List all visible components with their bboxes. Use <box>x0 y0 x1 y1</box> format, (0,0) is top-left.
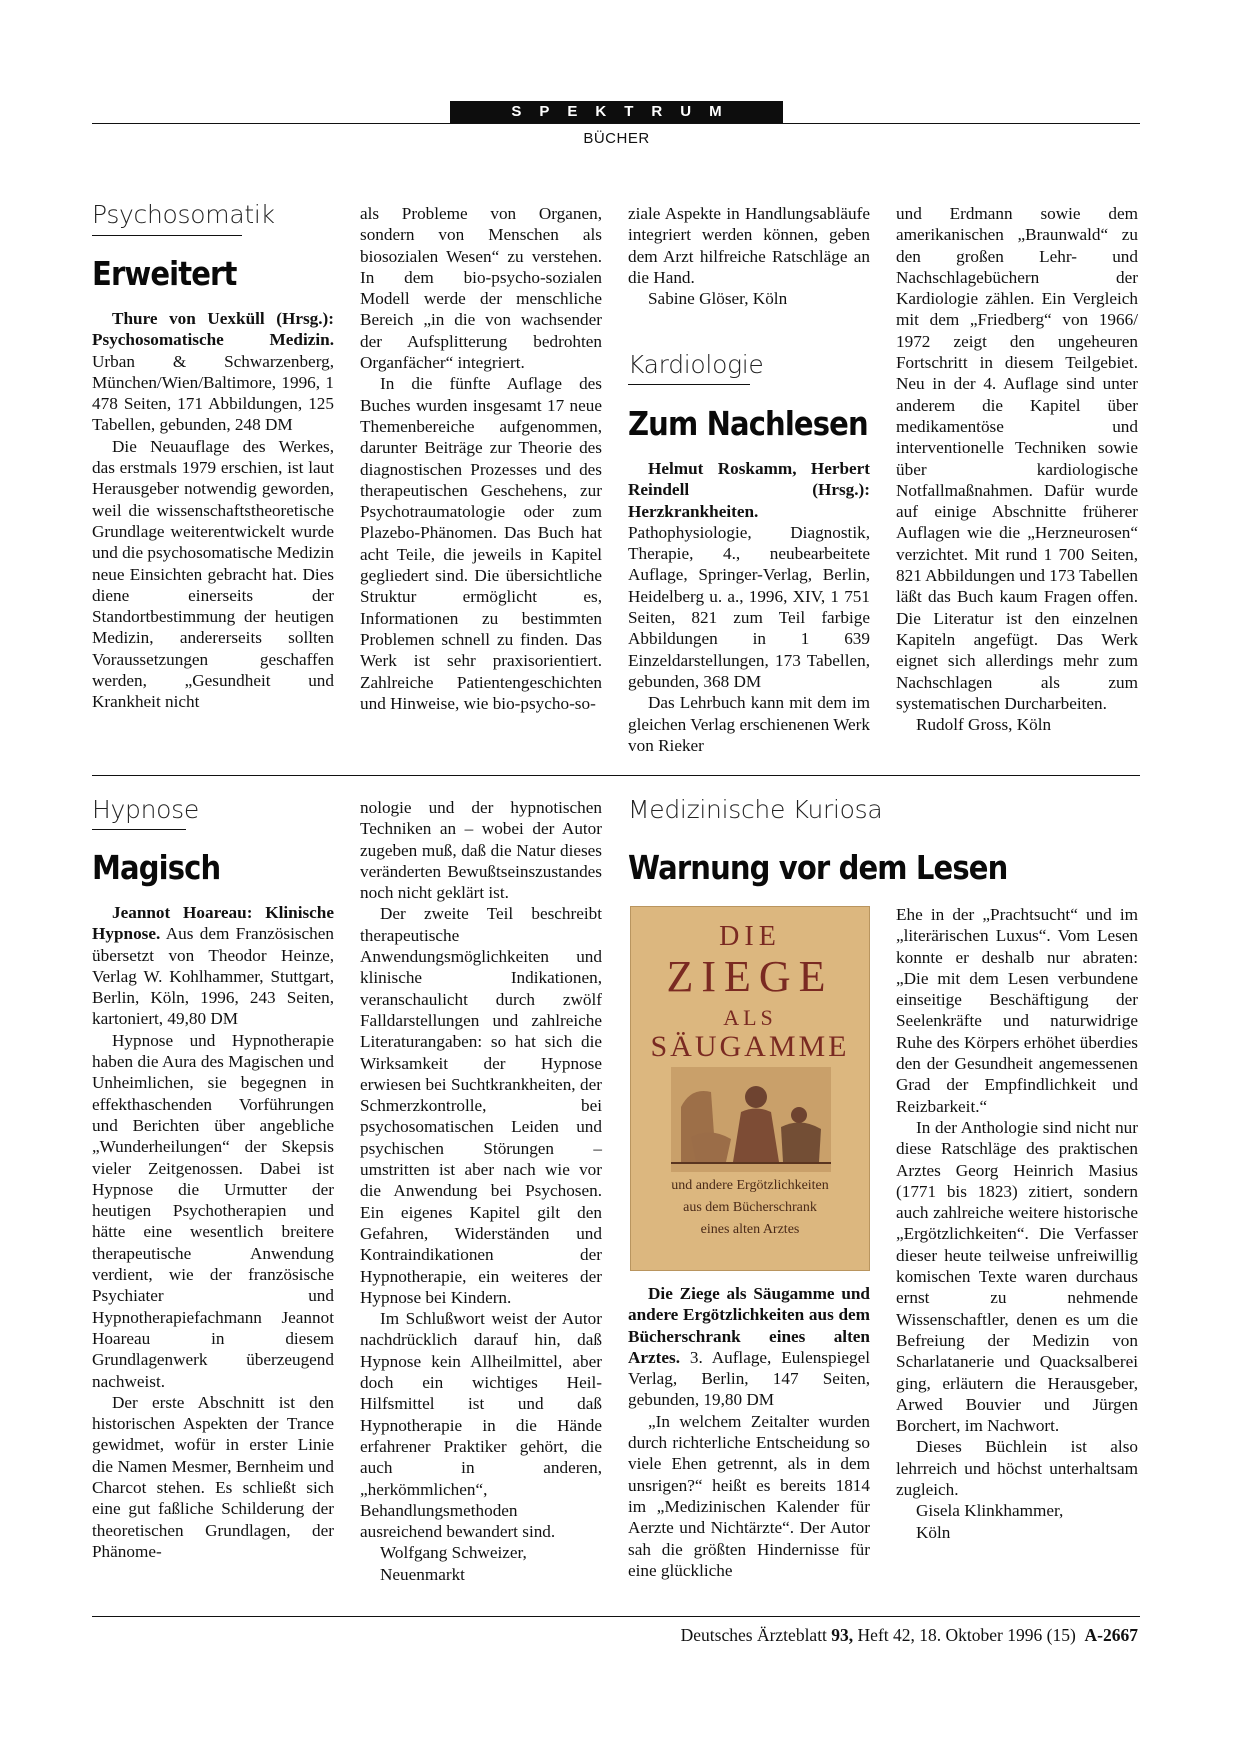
cover-title-line: SÄUGAMME <box>650 1030 850 1063</box>
cover-illustration <box>671 1067 831 1172</box>
paragraph: In die fünfte Auflage des Buches wurden insgesamt 17 neue Themenbereiche aufgenommen, darunter Beiträge zur Theorie des diagnostischen Prozesses und des therapeutischen Geschehens, zur Psychotraumatologie oder zum Plazebo-Phänomen. Das Buch hat acht Teile, die jeweils in Kapitel gegliedert sind. Die übersichtliche Struktur ermöglicht es, Informationen zu bestimmten Problemen schnell zu finden. Das Werk ist sehr praxisorientiert. Zahlreiche Patientengeschichten und Hinweise, wie bio-psycho-so- <box>360 374 602 713</box>
article-column-3c <box>628 1283 870 1581</box>
article-column-3-bottom <box>628 458 870 756</box>
cover-subtitle-line: eines alten Arztes <box>700 1222 800 1237</box>
author-signature: Wolfgang Schweizer, <box>380 1543 527 1563</box>
bibliography <box>628 458 870 692</box>
kicker-underline <box>628 384 750 385</box>
paragraph-continued: Ehe in der „Prachtsucht“ und im „literärischen Luxus“. Vom Lesen konnte er deshalb nur abraten: „Die mit dem Lesen verbundene einseitige Beschäftigung der Seelenkräfte und naturwidrige Ruhe des Körpers erhöhet überdies den der Gesundheit angemessenen Grad der Empfindlichkeit und Reizbarkeit.“ <box>896 905 1138 1116</box>
bibliography-details: 3. Auflage, Eulenspiegel Verlag, Berlin, 147 Seiten, gebunden, 19,80 DM <box>628 1347 870 1410</box>
section-subtitle: BÜCHER <box>583 130 650 147</box>
cover-title-line: ZIEGE <box>666 952 834 1001</box>
bibliography <box>628 1283 870 1411</box>
author-signature: Gisela Klinkhammer, <box>916 1501 1064 1521</box>
article-column-2b <box>360 797 602 1585</box>
bibliography <box>92 902 334 1030</box>
paragraph: „In welchem Zeitalter wurden durch richterliche Entscheidung so viele Ehen getrennt, als in dem unsrigen?“ heißt es bereits 1814 im „Medizinischen Kalender für Aerzte und Nichtärzte“. Der Autor sah die größten Hindernisse für eine glückliche <box>628 1411 870 1580</box>
paragraph: In der Anthologie sind nicht nur diese Ratschläge des praktischen Arztes Georg Heinrich Masius (1771 bis 1823) zitiert, sondern auch zahlreiche weitere historische „Ergötzlichkeiten“. Die Verfasser dieser heute teilweise unfreiwillig komischen Texte waren durchaus ernst zu nehmende Wissenschaftler, denen es um die Befreiung der Medizin von Scharlatanerie und Quacksalberei ging, erläutern die Herausgeber, Arwed Bouvier und Jürgen Borchert, im Nachwort. <box>896 1117 1138 1436</box>
article-column-4 <box>896 203 1138 735</box>
journal-name: Deutsches Ärzteblatt <box>680 1625 832 1645</box>
cover-title-line: DIE <box>719 921 781 952</box>
paragraph-continued: ziale Aspekte in Handlungsabläufe integriert werden können, geben dem Arzt hilfreiche Ratschläge an die Hand. <box>628 204 870 287</box>
bibliography-title: Jeannot Hoareau: Klinische Hypnose. <box>92 903 334 944</box>
cover-subtitle-line: aus dem Bücherschrank <box>683 1200 817 1215</box>
section-divider <box>92 775 1140 776</box>
journal-issue: Heft 42, 18. Oktober 1996 (15) <box>853 1625 1076 1645</box>
article-column-3-top <box>628 203 870 309</box>
paragraph: Die Neuauflage des Werkes, das erstmals 1979 erschien, ist laut Herausgeber notwendig geworden, weil die wissenschaftstheoretische Grundlage weiterentwickelt wurde und die psychosomatische Medizin neue Einsichten gebracht hat. Dies diene einerseits der Standortbestimmung der heutigen Medizin, andererseits sollten Voraussetzungen geschaffen werden, „Gesundheit und Krankheit nicht <box>92 436 335 712</box>
paragraph: Der zweite Teil beschreibt therapeutische Anwendungsmöglichkeiten und klinische Indikationen, veranschaulicht durch zwölf Falldarstellungen und zahlreiche Literaturangaben: so hat sich die Wirksamkeit der Hypnose erwiesen bei Suchtkrankheiten, der Schmerzkontrolle, bei psychosomatischen Leiden und psychischen Störungen – umstritten ist aber nach wie vor die Anwendung bei Psychosen. Ein eigenes Kapitel gilt den Gefahren, Widerständen und Kontraindikationen der Hypnotherapie, ein weiteres der Hypnose bei Kindern. <box>360 904 602 1307</box>
cover-subtitle <box>631 1175 869 1241</box>
article-column-1b <box>92 902 334 1562</box>
bibliography-details: Aus dem Französischen übersetzt von Theodor Heinze, Verlag W. Kohlhammer, Stuttgart, Berlin, Köln, 1996, 243 Seiten, kartoniert, 49,80 DM <box>92 924 334 1029</box>
paragraph: Hypnose und Hypnotherapie haben die Aura des Magischen und Unheimlichen, sie begegnen in effekthaschenden Vorführungen und Berichten über angebliche „Wunderheilungen“ der Skepsis vieler Zeitgenossen. Dabei ist Hypnose die Urmutter der heutigen Psychotherapien und hätte eine wesentlich breitere therapeutische Anwendung verdient, wie der französische Psychiater und Hypnotherapiefachmann Jeannot Hoareau in diesem Grundlagenwerk überzeugend nachweist. <box>92 1030 334 1391</box>
book-cover <box>630 906 870 1271</box>
bibliography-details: Urban & Schwarzenberg, München/Wien/Baltimore, 1996, 1 478 Seiten, 171 Abbildungen, 125 Tabellen, gebunden, 248 DM <box>92 351 334 435</box>
bibliography-details: Pathophysiologie, Diagnostik, Therapie, 4., neubearbeitete Auflage, Springer-Verlag, Berlin, Heidelberg u. a., 1996, XIV, 1 751 Seiten, 821 zum Teil farbige Abbildungen in 1 639 Einzeldarstellungen, 173 Tabellen, gebunden, 368 DM <box>628 522 870 691</box>
headline-zum-nachlesen: Zum Nachlesen <box>628 404 868 443</box>
headline-warnung: Warnung vor dem Lesen <box>628 848 1008 887</box>
cover-title-line: ALS <box>723 1005 777 1030</box>
kicker-psychosomatik: Psychosomatik <box>92 200 275 229</box>
bibliography <box>92 308 334 436</box>
section-label: SPEKTRUM <box>450 101 783 123</box>
kicker-kardiologie: Kardiologie <box>628 350 764 379</box>
bibliography-title: Thure von Uexküll (Hrsg.): Psychosomatische Medizin. <box>92 309 334 350</box>
paragraph-continued: nologie und der hypnotischen Techniken an – wobei der Autor zugeben muß, daß die Natur dieses veränderten Bewußtseinszustandes noch nicht geklärt ist. <box>360 798 602 903</box>
headline-magisch: Magisch <box>92 848 221 887</box>
paragraph: Im Schlußwort weist der Autor nachdrücklich darauf hin, daß Hypnose kein Allheilmittel, aber doch ein wichtiges Heil-Hilfsmittel ist und daß Hypnotherapie in die Hände erfahrener Praktiker gehört, die auch in anderen, „herkömmlichen“, Behandlungsmethoden ausreichend bewandert sind. <box>360 1309 602 1542</box>
headline-erweitert: Erweitert <box>92 254 237 293</box>
bibliography-title: Helmut Roskamm, Herbert Reindell (Hrsg.): Herzkrankheiten. <box>628 459 870 521</box>
page-number: A-2667 <box>1084 1625 1138 1645</box>
author-location: Köln <box>916 1522 951 1542</box>
author-location: Neuenmarkt <box>380 1564 465 1584</box>
kicker-underline <box>92 829 186 830</box>
paragraph-continued: und Erdmann sowie dem amerikanischen „Braunwald“ zu den großen Lehr- und Nachschlagebüchern der Kardiologie zählen. Ein Vergleich mit dem „Friedberg“ von 1966/ 1972 zeigt den ungeheuren Fortschritt in diesem Teilgebiet. Neu in der 4. Auflage sind unter anderem die Kapitel über medikamentöse und interventionelle Techniken sowie über kardiologische Notfallmaßnahmen. Dafür wurde auf einige Abschnitte früherer Auflagen wie die „Herzneurosen“ verzichtet. Mit rund 1 700 Seiten, 821 Abbildungen und 173 Tabellen läßt das Buch kaum Fragen offen. Die Literatur ist den einzelnen Kapiteln angefügt. Das Werk eignet sich allerdings mehr zum Nachschlagen als zum systematischen Durcharbeiten. <box>896 204 1138 713</box>
kicker-hypnose: Hypnose <box>92 795 199 824</box>
bibliography-title: Die Ziege als Säugamme und andere Ergötzlichkeiten aus dem Bücherschrank eines alten Arztes. <box>628 1284 870 1367</box>
cover-subtitle-line: und andere Ergötzlichkeiten <box>671 1178 829 1193</box>
article-column-2 <box>360 203 602 714</box>
author-signature: Sabine Glöser, Köln <box>648 289 788 309</box>
paragraph-continued: als Probleme von Organen, sondern von Menschen als biosozialen Wesen“ zu verstehen. In dem bio-psycho-sozialen Modell werde der menschliche Bereich „in die von wachsender der Aufsplitterung bedrohten Organfächer“ integriert. <box>360 204 602 373</box>
journal-volume: 93, <box>831 1625 854 1645</box>
paragraph: Der erste Abschnitt ist den historischen Aspekten der Trance gewidmet, wofür in erster Linie die Namen Mesmer, Bernheim und Charcot stehen. Es schließt sich eine gut faßliche Schilderung der theoretischen Grundlagen, der Phänome- <box>92 1392 334 1561</box>
kicker-underline <box>92 235 242 236</box>
author-signature: Rudolf Gross, Köln <box>916 715 1052 735</box>
paragraph: Dieses Büchlein ist also lehrreich und höchst unterhaltsam zugleich. <box>896 1437 1138 1500</box>
article-column-4c <box>896 904 1138 1543</box>
paragraph: Das Lehrbuch kann mit dem im gleichen Verlag erschienenen Werk von Rieker <box>628 693 870 755</box>
article-column-1 <box>92 308 334 713</box>
header-rule <box>92 123 1140 124</box>
footer-rule <box>92 1616 1140 1617</box>
page-footer <box>681 1625 1138 1646</box>
kicker-kuriosa: Medizinische Kuriosa <box>628 795 883 824</box>
